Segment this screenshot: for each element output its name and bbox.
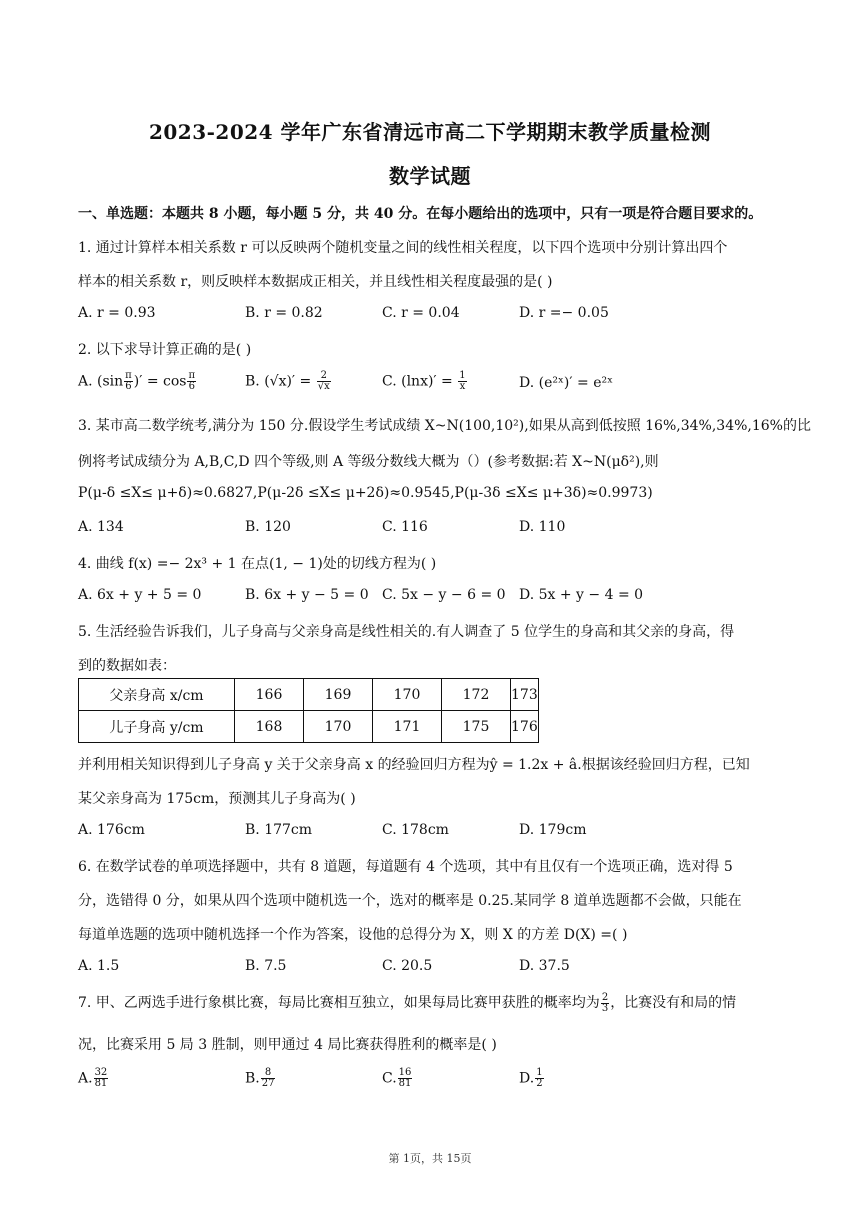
q7-b-den: 27 — [261, 1078, 275, 1089]
q4-stem: 4. 曲线 f(x) =− 2x³ + 1 在点(1, − 1)处的切线方程为( ) — [78, 556, 437, 572]
q7-line1 — [78, 992, 736, 1014]
table-cell: 168 — [235, 711, 304, 743]
q7-num: 2 — [601, 991, 609, 1003]
q2-c-pre: C. (lnx)′ = — [382, 373, 458, 390]
q2-a-mid: )′ = cos — [133, 373, 187, 390]
section-heading: 一、单选题：本题共 8 小题，每小题 5 分，共 40 分。在每小题给出的选项中，只有一项是符合题目要求的。 — [78, 206, 763, 222]
q2-a-num: π — [125, 370, 132, 381]
q4-option-d: D. 5x + y − 4 = 0 — [519, 587, 644, 603]
q2-a-pre: A. (sin — [78, 373, 124, 390]
q2-b-den: √x — [317, 381, 330, 392]
q2-a-num2: π — [188, 370, 196, 381]
q6-line3: 每道单选题的选项中随机选择一个作为答案，设他的总得分为 X，则 X 的方差 D(X) =( ) — [78, 927, 628, 943]
q6-option-b: B. 7.5 — [245, 958, 287, 974]
q7-a-den: 81 — [94, 1078, 108, 1089]
q7-option-d — [519, 1068, 545, 1089]
q7-a-num: 32 — [94, 1067, 108, 1078]
q7-c-num: 16 — [398, 1067, 412, 1078]
q2-c-den: x — [459, 381, 466, 392]
q7-a-label: A. — [78, 1070, 93, 1087]
q2-option-b — [245, 371, 332, 392]
q7-b-label: B. — [245, 1070, 260, 1087]
q7-fraction — [601, 993, 609, 1014]
q7-c-den: 81 — [398, 1078, 412, 1089]
q7-option-b — [245, 1068, 276, 1089]
table-cell: 169 — [304, 679, 373, 711]
q3-line3: P(μ-δ ≤X≤ μ+δ)≈0.6827,P(μ-2δ ≤X≤ μ+2δ)≈0.9545,P(μ-3δ ≤X≤ μ+3δ)≈0.9973) — [78, 485, 653, 501]
q7-line1-post: ，比赛没有和局的情 — [610, 995, 737, 1011]
q1-option-d: D. r =− 0.05 — [519, 305, 609, 321]
q5-line2: 到的数据如表： — [78, 658, 176, 674]
q4-option-c: C. 5x − y − 6 = 0 — [382, 587, 506, 603]
table-cell: 173 — [511, 679, 539, 711]
q4-option-a: A. 6x + y + 5 = 0 — [78, 587, 202, 603]
table-cell: 176 — [511, 711, 539, 743]
q6-option-a: A. 1.5 — [78, 958, 120, 974]
q2-a-den: 6 — [125, 381, 132, 392]
q1-line1: 1. 通过计算样本相关系数 r 可以反映两个随机变量之间的线性相关程度，以下四个选项中分别计算出四个 — [78, 240, 728, 256]
q7-c-label: C. — [382, 1070, 397, 1087]
q2-c-num: 1 — [459, 370, 466, 381]
q6-line1: 6. 在数学试卷的单项选择题中，共有 8 道题，每道题有 4 个选项，其中有且仅有一个选项正确，选对得 5 — [78, 859, 733, 875]
table-cell: 171 — [373, 711, 442, 743]
q7-b-fraction — [261, 1068, 276, 1089]
q7-c-fraction — [398, 1068, 413, 1089]
page-footer: 第 1页，共 15页 — [388, 1152, 472, 1165]
q2-a-fraction — [124, 371, 133, 392]
q2-b-fraction — [317, 371, 331, 392]
page-subtitle: 数学试题 — [389, 164, 471, 188]
q2-b-num: 2 — [317, 371, 331, 382]
q3-line2: 例将考试成绩分为 A,B,C,D 四个等级,则 A 等级分数线大概为（）(参考数据:若 X~N(μδ²),则 — [78, 454, 659, 470]
table-cell: 166 — [235, 679, 304, 711]
table-cell: 172 — [442, 679, 511, 711]
q1-option-c: C. r = 0.04 — [382, 305, 460, 321]
q7-d-label: D. — [519, 1070, 535, 1087]
q2-option-d: D. (e²ˣ)′ = e²ˣ — [519, 375, 614, 391]
q3-option-b: B. 120 — [245, 519, 291, 535]
page-title: 2023-2024 学年广东省清远市高二下学期期末教学质量检测 — [148, 120, 712, 144]
q6-option-d: D. 37.5 — [519, 958, 570, 974]
height-data-table — [78, 678, 539, 743]
q5-option-c: C. 178cm — [382, 822, 449, 838]
table-cell: 170 — [373, 679, 442, 711]
q4-option-b: B. 6x + y − 5 = 0 — [245, 587, 369, 603]
table-row — [79, 711, 539, 743]
q2-option-c — [382, 371, 468, 392]
q6-option-c: C. 20.5 — [382, 958, 433, 974]
q3-line1: 3. 某市高二数学统考,满分为 150 分.假设学生考试成绩 X~N(100,10²),如果从高到低按照 16%,34%,34%,16%的比 — [78, 418, 811, 434]
q5-option-d: D. 179cm — [519, 822, 587, 838]
table-row-label: 儿子身高 y/cm — [79, 711, 235, 743]
table-row — [79, 679, 539, 711]
q1-option-b: B. r = 0.82 — [245, 305, 323, 321]
q2-stem: 2. 以下求导计算正确的是( ) — [78, 342, 252, 358]
q2-option-a — [78, 371, 197, 392]
q7-line2: 况，比赛采用 5 局 3 胜制，则甲通过 4 局比赛获得胜利的概率是( ) — [78, 1037, 497, 1053]
q7-option-c — [382, 1068, 413, 1089]
q2-c-fraction — [458, 371, 466, 392]
q3-option-a: A. 134 — [78, 519, 124, 535]
q7-a-fraction — [94, 1068, 109, 1089]
q7-b-num: 8 — [261, 1068, 276, 1079]
q5-line3: 并利用相关知识得到儿子身高 y 关于父亲身高 x 的经验回归方程为ŷ = 1.2x + â.根据该经验回归方程，已知 — [78, 757, 750, 773]
q7-option-a — [78, 1068, 109, 1089]
table-row-label: 父亲身高 x/cm — [79, 679, 235, 711]
table-cell: 170 — [304, 711, 373, 743]
q3-option-d: D. 110 — [519, 519, 566, 535]
q5-option-b: B. 177cm — [245, 822, 313, 838]
q1-option-a: A. r = 0.93 — [78, 305, 156, 321]
q2-a-fraction2 — [187, 371, 196, 392]
q7-d-den: 2 — [536, 1078, 543, 1089]
q3-option-c: C. 116 — [382, 519, 428, 535]
q5-line4: 某父亲身高为 175cm，预测其儿子身高为( ) — [78, 791, 356, 807]
q1-line2: 样本的相关系数 r，则反映样本数据成正相关，并且线性相关程度最强的是( ) — [78, 274, 553, 290]
q7-d-fraction — [535, 1068, 543, 1089]
q5-line1: 5. 生活经验告诉我们，儿子身高与父亲身高是线性相关的.有人调查了 5 位学生的身高和其父亲的身高，得 — [78, 624, 735, 640]
q6-line2: 分，选错得 0 分，如果从四个选项中随机选一个，选对的概率是 0.25.某同学 8 道单选题都不会做，只能在 — [78, 893, 742, 909]
q7-line1-pre: 7. 甲、乙两选手进行象棋比赛，每局比赛相互独立，如果每局比赛甲获胜的概率均为 — [78, 995, 600, 1011]
q5-option-a: A. 176cm — [78, 822, 145, 838]
q7-den: 3 — [601, 1002, 609, 1014]
table-cell: 175 — [442, 711, 511, 743]
q2-a-den2: 6 — [188, 381, 195, 392]
q2-b-pre: B. (√x)′ = — [245, 373, 316, 390]
q7-d-num: 1 — [536, 1067, 543, 1078]
